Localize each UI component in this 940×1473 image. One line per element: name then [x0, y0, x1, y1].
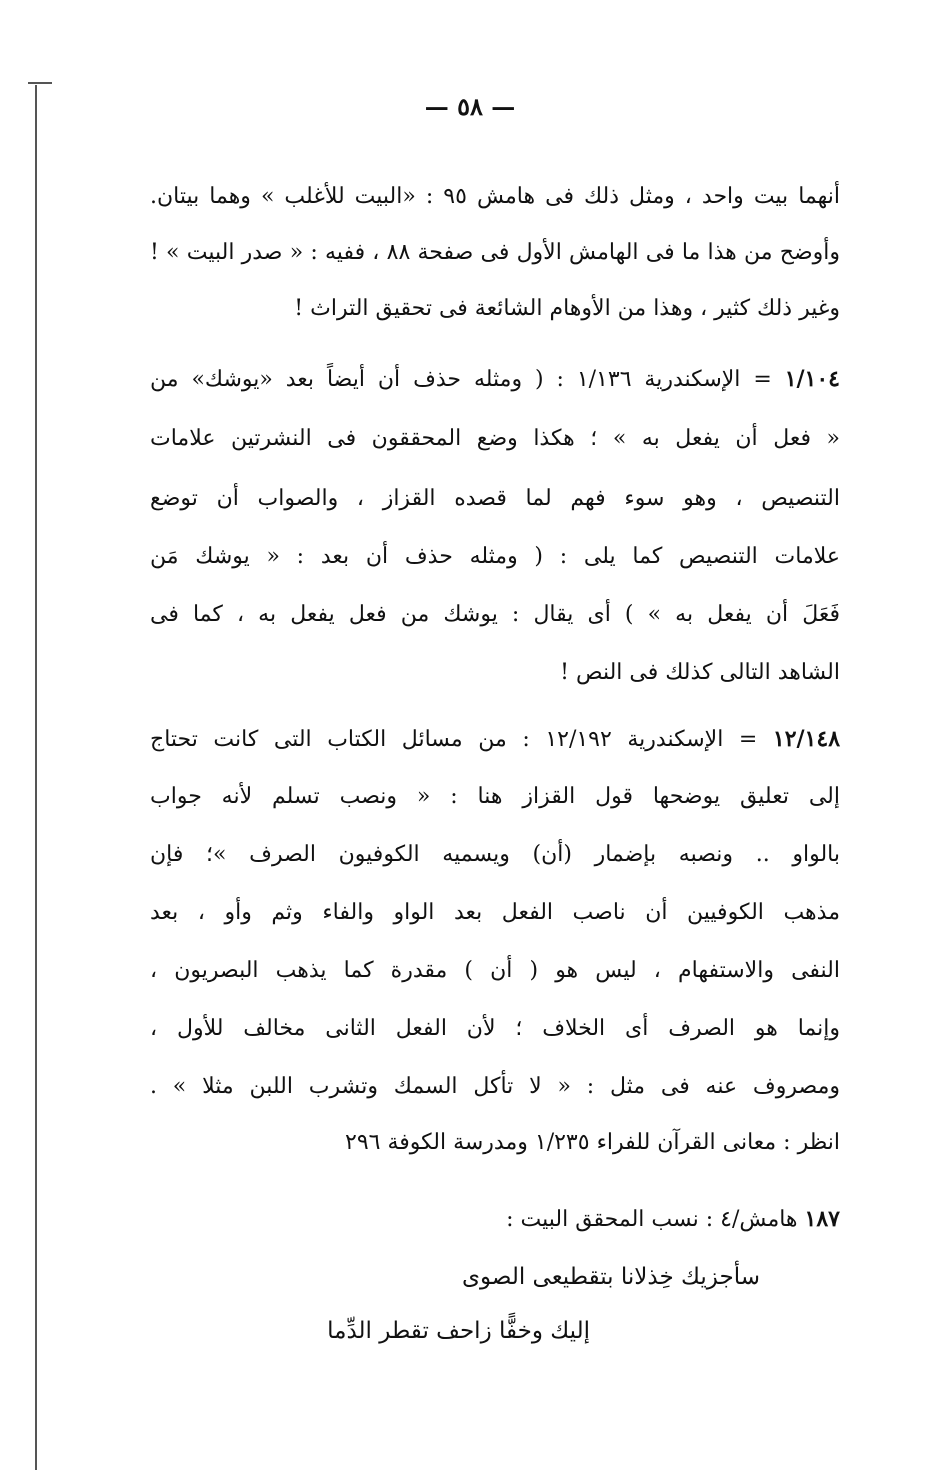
entry-first-line [150, 368, 840, 391]
text-line: الشاهد التالى كذلك فى النص ! [560, 660, 840, 685]
margin-tick [28, 82, 52, 84]
text-line: مذهب الكوفيين أن ناصب الفعل بعد الواو والفاء وثم وأو ، بعد [150, 900, 840, 925]
text-line: إلى تعليق يوضحها قول القزاز هنا : « ونصب تسلم لأنه جواب [150, 784, 840, 809]
text-line: علامات التنصيص كما يلى : ( ومثله حذف أن بعد : « يوشك مَن [150, 544, 840, 569]
entry-text: = الإسكندرية ١٢/١٩٢ : من مسائل الكتاب التى كانت تحتاج [150, 727, 758, 752]
entry-reference: ١٢/١٤٨ [772, 726, 841, 752]
intro-paragraph [150, 186, 840, 336]
text-line: فَعَلَ أن يفعل به » ) أى يقال : يوشك من فعل يفعل به ، كما فى [150, 602, 840, 627]
entry-heading: هامش/٤ : نسب المحقق البيت : [506, 1207, 798, 1232]
text-line: « فعل أن يفعل به » ؛ هكذا وضع المحققون فى النشرتين علامات [150, 426, 840, 451]
entry-reference: ١٨٧ [804, 1206, 840, 1232]
text-line: انظر : معانى القرآن للفراء ١/٢٣٥ ومدرسة الكوفة ٢٩٦ [345, 1130, 840, 1155]
entry-187 [150, 1208, 840, 1248]
verse-line-1: سأجزيك خِذلانا بتقطيعى الصوى [461, 1264, 760, 1290]
entry-first-line [150, 728, 840, 751]
text-line: بالواو .. ونصبه بإضمار (أن) ويسميه الكوفيون الصرف »؛ فإن [150, 842, 840, 867]
text-line: ومصروف عنه فى مثل : « لا تأكل السمك وتشرب اللبن مثلا » . [150, 1074, 840, 1099]
text-line: وإنما هو الصرف أى الخلاف ؛ لأن الفعل الثانى مخالف للأول ، [150, 1016, 840, 1041]
entry-reference: ١/١٠٤ [784, 366, 840, 392]
entry-148 [150, 728, 840, 1168]
entry-first-line [150, 1208, 840, 1231]
text-line: التنصيص ، وهو سوء فهم لما قصده القزاز ، والصواب أن توضع [150, 486, 840, 511]
verse-line-2: إليك وخفًّا زاحف تقطر الدِّما [327, 1318, 590, 1344]
text-line: النفى والاستفهام ، ليس هو ( أن ) مقدرة كما يذهب البصريون ، [150, 958, 840, 983]
text-line: وغير ذلك كثير ، وهذا من الأوهام الشائعة فى تحقيق التراث ! [294, 296, 840, 321]
binding-margin-line [35, 85, 37, 1470]
text-line: وأوضح من هذا ما فى الهامش الأول فى صفحة ٨٨ ، ففيه : « صدر البيت » ! [150, 240, 840, 265]
text-line: أنهما بيت واحد ، ومثل ذلك فى هامش ٩٥ : «البيت للأغلب » وهما بيتان. [150, 184, 841, 209]
entry-104 [150, 368, 840, 688]
page-number: — ٥٨ — [424, 92, 516, 121]
entry-text: = الإسكندرية ١/١٣٦ : ( ومثله حذف أن أيضاً بعد «يوشك» من [150, 367, 772, 392]
